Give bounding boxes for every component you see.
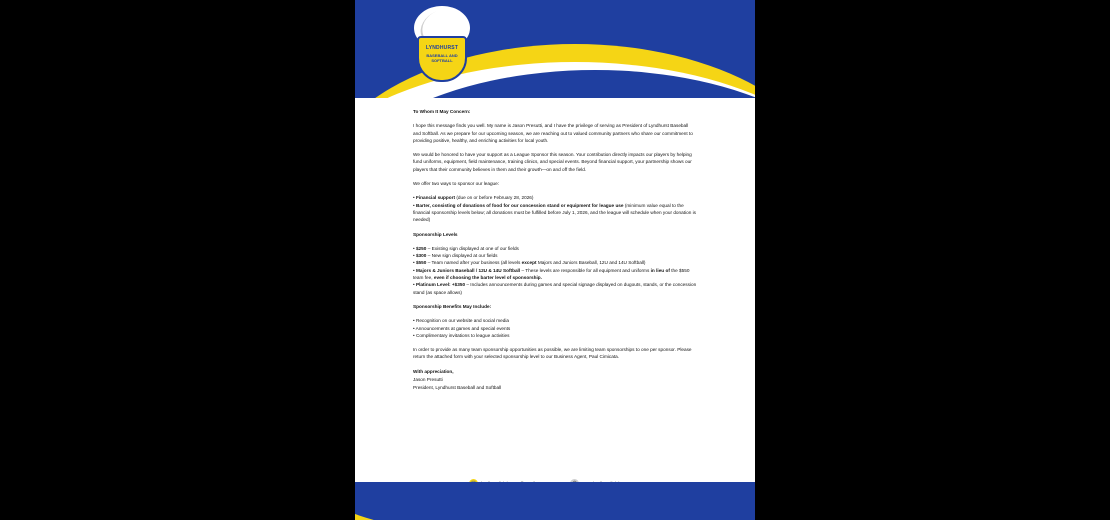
signoff-line3: President, Lyndhurst Baseball and Softball (413, 385, 502, 391)
sponsorship-levels-list (413, 245, 697, 296)
intro-paragraph: I hope this message finds you well. My name is Jason Presutti, and I have the privilege of serving as President of Lyndhurst Baseball and Softball. As we prepare for our upcoming season, we are reaching out to valued community partners who share our commitment to providing positive, healthy, and enriching activities for local youth. (413, 123, 693, 143)
level-item: • $250 – Existing sign displayed at one of our fields (413, 245, 519, 251)
letter-page (355, 0, 755, 520)
ways-intro-paragraph: We offer two ways to sponsor our league: (413, 181, 500, 187)
sponsor-ways-list (413, 194, 697, 223)
benefits-heading: Sponsorship Benefits May Include: (413, 303, 492, 309)
league-logo (407, 6, 477, 84)
level-item: • $300 – New sign displayed at our fields (413, 253, 498, 259)
level-item: • $550 – Team named after your business (all levels except Majors and Juniors Baseball, 12U and 14U Softball) (413, 260, 646, 266)
letterhead-banner (355, 0, 755, 98)
logo-line2: BASEBALL AND SOFTBALL (426, 53, 458, 63)
footer-navy-swoop (355, 482, 755, 520)
level-item: • Platinum Level: +$350 – Includes announcements during games and special signage displayed on dugouts, stands, or the concession stand (as space allows) (413, 282, 697, 295)
footer-bar (355, 496, 755, 520)
benefit-item: • Announcements at games and special events (413, 325, 511, 331)
signoff-block (413, 368, 697, 392)
letter-body (355, 98, 755, 392)
benefit-item: • Recognition on our website and social media (413, 318, 509, 324)
benefits-list (413, 317, 697, 339)
support-paragraph: We would be honored to have your support as a League Sponsor this season. Your contribution directly impacts our players by helping fund uniforms, equipment, field maintenance, training clinics, and special events. Beyond financial support, your partnership shows our players that their community believes in them and their growth—on and off the field. (413, 152, 692, 172)
logo-shield (417, 36, 467, 82)
salutation: To Whom It May Concern: (413, 109, 471, 114)
sponsor-way-item: • Barter, consisting of donations of food for our concession stand or equipment for league use (minimum value equal to the financial sponsorship levels below; all donations must be fulfilled before July 1, 2026, and the league will schedule when your donation is needed) (413, 202, 696, 223)
benefit-item: • Complimentary invitations to league activities (413, 332, 510, 338)
level-item: • Majors & Juniors Baseball / 12U & 14U Softball – These levels are responsible for all equipment and uniforms in lieu of the $550 team fee, even if choosing the barter level of sponsorship. (413, 267, 690, 281)
sponsor-way-item: • Financial support (due on or before February 28, 2026) (413, 195, 534, 201)
closing-paragraph: In order to provide as many team sponsorship opportunities as possible, we are limiting team sponsorships to one per sponsor. Please return the attached form with your selected sponsorship level to our Business Agent, Paul Cimicata. (413, 347, 692, 360)
signoff-line2: Jason Presutti (413, 377, 443, 383)
levels-heading: Sponsorship Levels (413, 231, 458, 237)
logo-line1: LYNDHURST (425, 45, 459, 51)
signoff-line1: With appreciation, (413, 368, 454, 374)
